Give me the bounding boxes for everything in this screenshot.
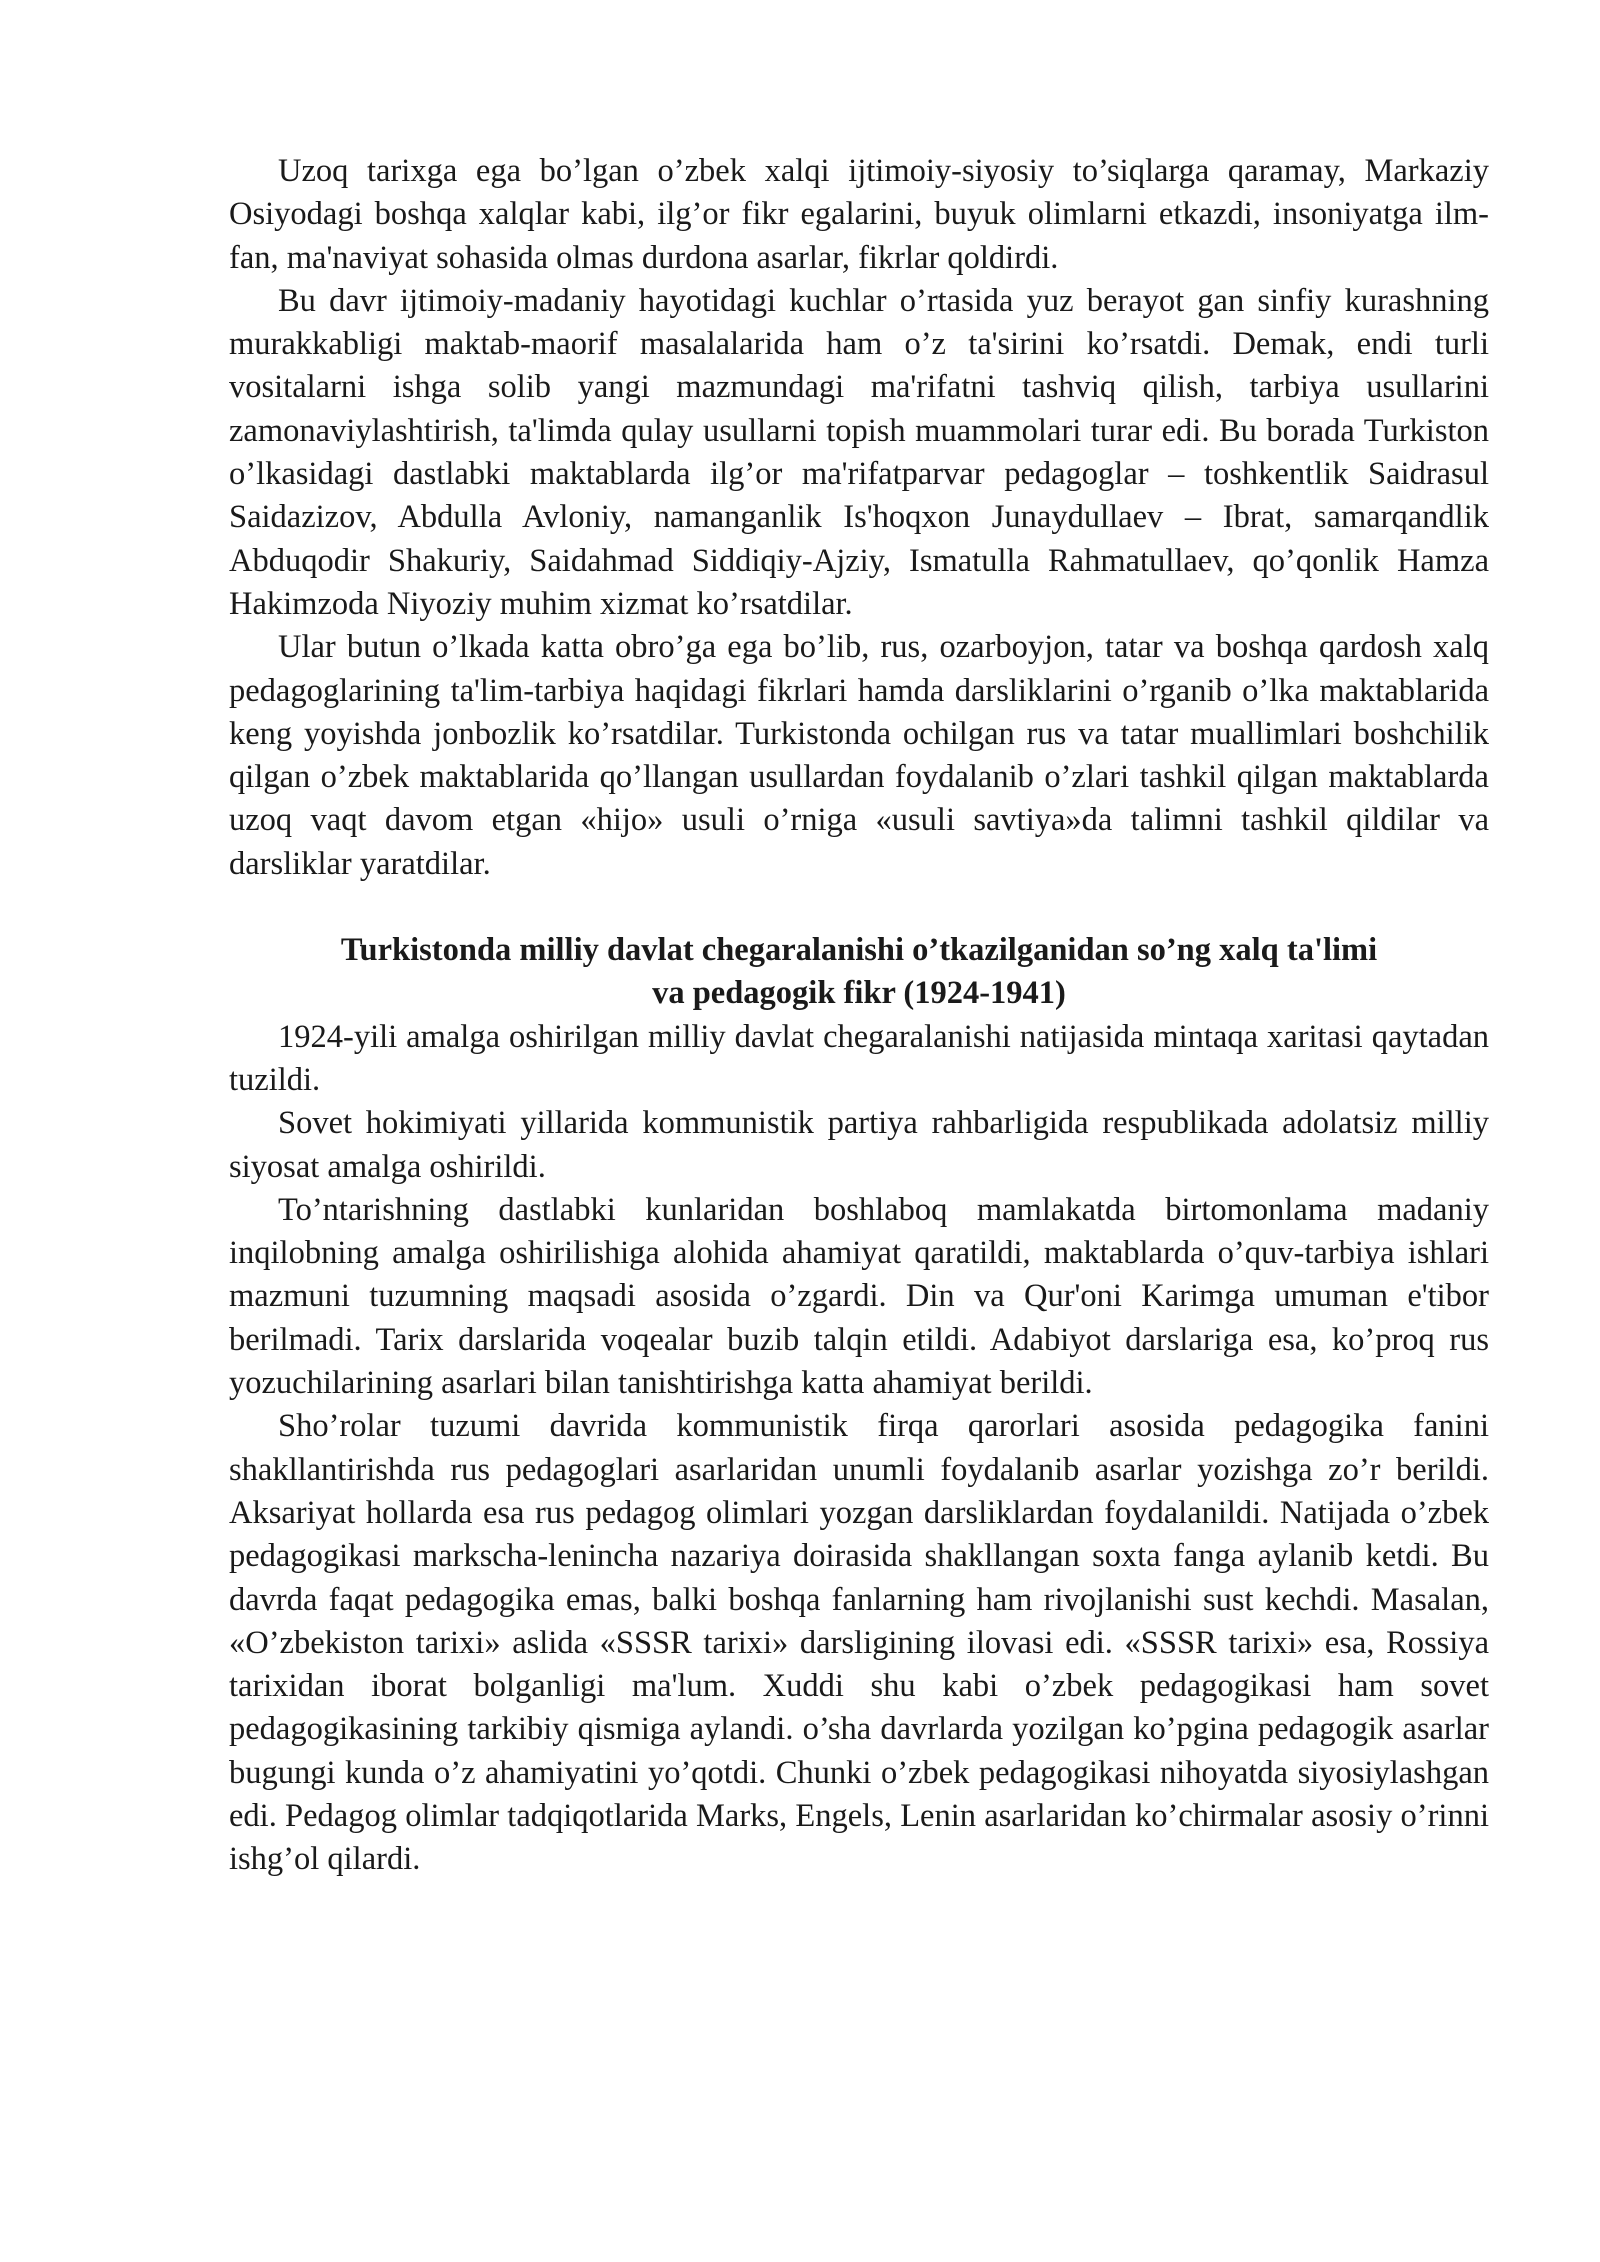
paragraph: Sovet hokimiyati yillarida kommunistik partiya rahbarligida respublikada adolatsiz milliy siyosat amalga oshirildi. <box>229 1105 1489 1185</box>
section-heading-line-1: Turkistonda milliy davlat chegaralanishi o’tkazilganidan so’ng xalq ta'limi <box>340 932 1378 969</box>
document-body <box>229 150 1489 1882</box>
section-heading <box>229 929 1489 1016</box>
paragraph: Sho’rolar tuzumi davrida kommunistik firqa qarorlari asosida pedagogika fanini shakllantirishda rus pedagoglari asarlaridan unumli foydalanib asarlar yozishga zo’r berildi. Aksariyat hollarda esa rus pedagog olimlari yozgan darsliklardan foydalanildi. Natijada o’zbek pedagogikasi markscha-lenincha nazariya doirasida shakllangan soxta fanga aylanib ketdi. Bu davrda faqat pedagogika emas, balki boshqa fanlarning ham rivojlanishi sust kechdi. Masalan, «O’zbekiston tarixi» aslida «SSSR tarixi» darsligining ilovasi edi. «SSSR tarixi» esa, Rossiya tarixidan iborat bolganligi ma'lum. Xuddi shu kabi o’zbek pedagogikasi ham sovet pedagogikasining tarkibiy qismiga aylandi. o’sha davrlarda yozilgan ko’pgina pedagogik asarlar bugungi kunda o’z ahamiyatini yo’qotdi. Chunki o’zbek pedagogikasi nihoyatda siyosiylashgan edi. Pedagog olimlar tadqiqotlarida Marks, Engels, Lenin asarlaridan ko’chirmalar asosiy o’rinni ishg’ol qilardi. <box>229 1408 1489 1878</box>
paragraph: Uzoq tarixga ega bo’lgan o’zbek xalqi ijtimoiy-siyosiy to’siqlarga qaramay, Markaziy Osiyodagi boshqa xalqlar kabi, ilg’or fikr egalarini, buyuk olimlarni etkazdi, insoniyatga ilm-fan, ma'naviyat sohasida olmas durdona asarlar, fikrlar qoldirdi. <box>229 153 1489 276</box>
section-heading-line-2: va pedagogik fikr (1924-1941) <box>652 975 1066 1012</box>
paragraph: Bu davr ijtimoiy-madaniy hayotidagi kuchlar o’rtasida yuz berayot gan sinfiy kurashning murakkabligi maktab-maorif masalalarida ham o’z ta'sirini ko’rsatdi. Demak, endi turli vositalarni ishga solib yangi mazmundagi ma'rifatni tashviq qilish, tarbiya usullarini zamonaviylashtirish, ta'limda qulay usullarni topish muammolari turar edi. Bu borada Turkiston o’lkasidagi dastlabki maktablarda ilg’or ma'rifatparvar pedagoglar – toshkentlik Saidrasul Saidazizov, Abdulla Avloniy, namanganlik Is'hoqxon Junaydullaev – Ibrat, samarqandlik Abduqodir Shakuriy, Saidahmad Siddiqiy-Ajziy, Ismatulla Rahmatullaev, qo’qonlik Hamza Hakimzoda Niyoziy muhim xizmat ko’rsatdilar. <box>229 282 1489 622</box>
paragraph: Ular butun o’lkada katta obro’ga ega bo’lib, rus, ozarboyjon, tatar va boshqa qardosh xalq pedagoglarining ta'lim-tarbiya haqidagi fikrlari hamda darsliklarini o’rganib o’lka maktablarida keng yoyishda jonbozlik ko’rsatdilar. Turkistonda ochilgan rus va tatar muallimlari boshchilik qilgan o’zbek maktablarida qo’llangan usullardan foydalanib o’zlari tashkil qilgan maktablarda uzoq vaqt davom etgan «hijo» usuli o’rniga «usuli savtiya»da talimni tashkil qildilar va darsliklar yaratdilar. <box>229 629 1489 882</box>
paragraph: 1924-yili amalga oshirilgan milliy davlat chegaralanishi natijasida mintaqa xaritasi qaytadan tuzildi. <box>229 1018 1489 1098</box>
paragraph: To’ntarishning dastlabki kunlaridan boshlaboq mamlakatda birtomonlama madaniy inqilobning amalga oshirilishiga alohida ahamiyat qaratildi, maktablarda o’quv-tarbiya ishlari mazmuni tuzumning maqsadi asosida o’zgardi. Din va Qur'oni Karimga umuman e'tibor berilmadi. Tarix darslarida voqealar buzib talqin etildi. Adabiyot darslariga esa, ko’proq rus yozuchilarining asarlari bilan tanishtirishga katta ahamiyat berildi. <box>229 1191 1489 1402</box>
